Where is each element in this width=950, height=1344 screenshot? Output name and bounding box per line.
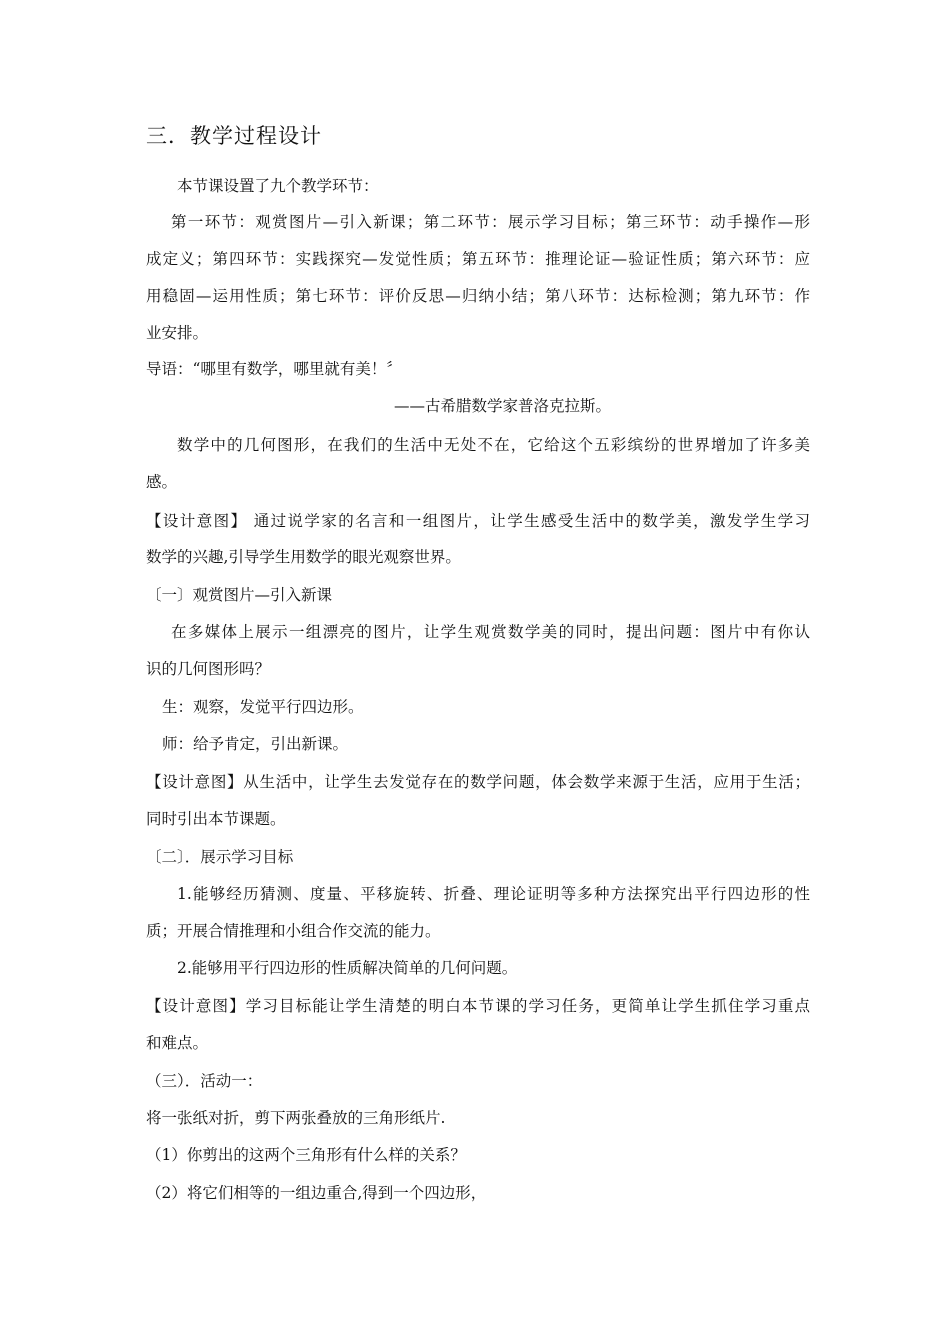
design-intent-1-line-1: 【设计意图】 通过说学家的名言和一组图片，让学生感受生活中的数学美，激发学生学习 [146,512,810,530]
geometry-paragraph-line-2: 感。 [146,473,178,491]
goal-2: 2.能够用平行四边形的性质解决简单的几何问题。 [177,959,518,977]
design-intent-1-line-2: 数学的兴趣,引导学生用数学的眼光观察世界。 [146,548,461,566]
section-1-body-line-2: 识的几何图形吗？ [146,660,271,678]
stages-line-1: 第一环节：观赏图片—引入新课；第二环节：展示学习目标；第三环节：动手操作—形 [171,213,810,231]
quote-attribution: ——古希腊数学家普洛克拉斯。 [394,397,612,415]
design-intent-3-line-1: 【设计意图】学习目标能让学生清楚的明白本节课的学习任务，更简单让学生抓住学习重点 [146,997,810,1015]
student-response: 生：观察，发觉平行四边形。 [162,698,364,716]
activity-intro: 将一张纸对折，剪下两张叠放的三角形纸片. [146,1109,446,1127]
design-intent-3-line-2: 和难点。 [146,1034,209,1052]
goal-1-line-2: 质；开展合情推理和小组合作交流的能力。 [146,922,441,940]
section-1-body-line-1: 在多媒体上展示一组漂亮的图片，让学生观赏数学美的同时，提出问题：图片中有你认 [171,623,810,641]
goal-1-line-1: 1.能够经历猜测、度量、平移旋转、折叠、理论证明等多种方法探究出平行四边形的性 [177,885,810,903]
intro-paragraph: 本节课设置了九个教学环节： [177,177,379,195]
stages-line-3: 用稳固—运用性质；第七环节：评价反思—归纳小结；第八环节：达标检测；第九环节：作 [146,287,810,305]
question-2: （2）将它们相等的一组边重合,得到一个四边形， [146,1184,487,1202]
section-1-heading: 〔一〕观赏图片—引入新课 [146,586,333,604]
teacher-response: 师：给予肯定，引出新课。 [162,735,349,753]
stages-line-2: 成定义；第四环节：实践探究—发觉性质；第五环节：推理论证—验证性质；第六环节：应 [146,250,810,268]
design-intent-2-line-1: 【设计意图】从生活中，让学生去发觉存在的数学问题，体会数学来源于生活，应用于生活； [146,773,810,791]
guide-quote: 导语：“哪里有数学，哪里就有美！〞 [146,360,402,378]
question-1: （1）你剪出的这两个三角形有什么样的关系？ [146,1146,466,1164]
design-intent-2-line-2: 同时引出本节课题。 [146,810,286,828]
geometry-paragraph-line-1: 数学中的几何图形，在我们的生活中无处不在，它给这个五彩缤纷的世界增加了许多美 [177,436,810,454]
section-2-heading: 〔二〕．展示学习目标 [146,848,294,866]
section-heading: 三．教学过程设计 [146,124,322,148]
stages-line-4: 业安排。 [146,324,209,342]
section-3-heading: （三）．活动一： [146,1072,263,1090]
